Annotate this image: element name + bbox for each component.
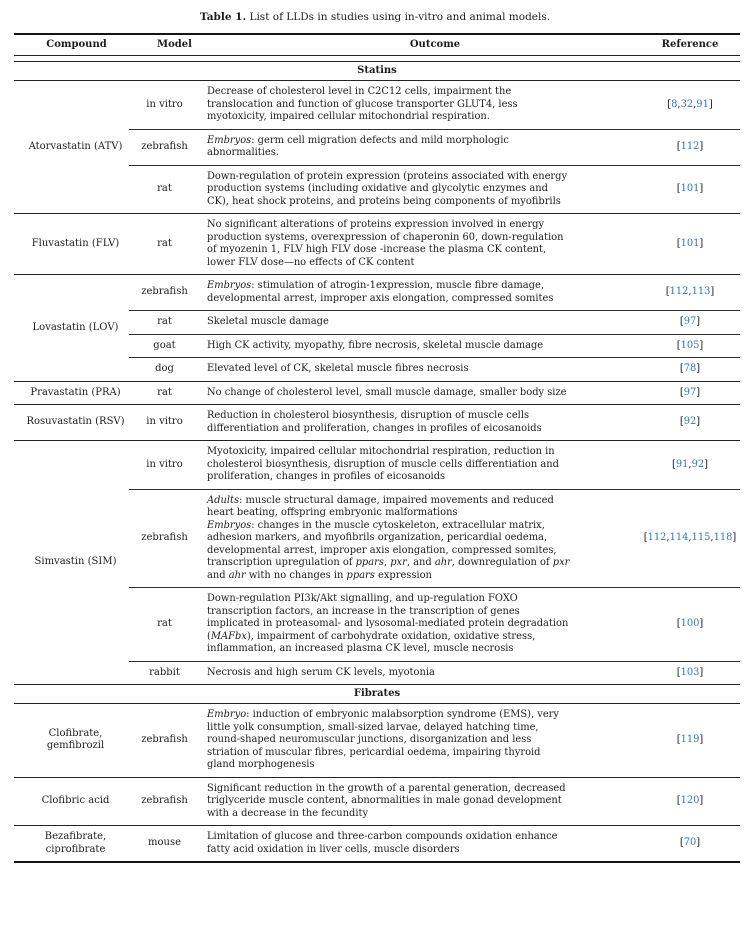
outcome-text-line: Embryos: germ cell migration defects and mild morphologic abnormalities. [207, 134, 509, 158]
citation-bracket-open: [ [665, 286, 670, 298]
reference-cell [640, 826, 740, 863]
model-cell: rat [129, 214, 200, 275]
citation-link[interactable]: 92 [683, 416, 697, 428]
citation-link[interactable]: 112 [669, 286, 689, 298]
reference-cell [640, 588, 740, 662]
citation-link[interactable]: 112 [647, 532, 667, 543]
table-row [14, 826, 740, 863]
outcome-text-line: Adults: muscle structural damage, impaired movements and reduced heart beating, offspring embryonic malformations [207, 494, 554, 518]
citation-bracket-close: ] [704, 458, 708, 470]
outcome-text-line: Down-regulation of protein expression (proteins associated with energy production systems (including oxidative and glycolytic enzymes and CK), heat shock proteins, and proteins being components of myofibrils [207, 170, 568, 207]
outcome-cell [200, 441, 640, 490]
citation-comma: , [688, 532, 692, 543]
reference-cell [640, 489, 740, 588]
citation-bracket-open: [ [679, 363, 684, 374]
outcome-cell [200, 275, 640, 311]
citation-link[interactable]: 92 [691, 458, 705, 470]
compound-cell: Pravastatin (PRA) [14, 381, 129, 405]
compound-cell: Atorvastatin (ATV) [14, 81, 129, 214]
reference-cell [640, 661, 740, 685]
reference-cell [640, 81, 740, 130]
table-header [14, 34, 740, 62]
outcome-text-line: Skeletal muscle damage [207, 316, 329, 327]
outcome-text-line: Limitation of glucose and three-carbon compounds oxidation enhance fatty acid oxidation in liver cells, muscle disorders [207, 831, 558, 855]
citation-bracket-close: ] [696, 386, 701, 398]
citation-link[interactable]: 118 [713, 532, 733, 543]
compound-cell: Lovastatin (LOV) [14, 275, 129, 382]
model-cell: zebrafish [129, 129, 200, 165]
outcome-cell [200, 826, 640, 863]
citation-link[interactable]: 8 [671, 98, 678, 110]
col-header-outcome: Outcome [200, 34, 640, 56]
citation-link[interactable]: 105 [680, 339, 700, 351]
model-cell: in vitro [129, 81, 200, 130]
reference-cell [640, 704, 740, 778]
table-row [14, 777, 740, 826]
reference-cell [640, 334, 740, 358]
citation-bracket-open: [ [676, 140, 681, 152]
reference-cell [640, 405, 740, 441]
outcome-text-line: High CK activity, myopathy, fibre necrosis, skeletal muscle damage [207, 339, 544, 351]
citation-link[interactable]: 101 [680, 237, 700, 249]
model-cell: zebrafish [129, 275, 200, 311]
outcome-text-line: Necrosis and high serum CK levels, myotonia [207, 666, 435, 678]
citation-link[interactable]: 97 [683, 386, 697, 398]
caption-label: Table 1. [199, 11, 247, 23]
citation-bracket-close: ] [699, 734, 704, 745]
outcome-text-line: Embryos: stimulation of atrogin-1expression, muscle fibre damage, developmental arrest, improper axis elongation, compressed somites [207, 280, 554, 304]
citation-bracket-open: [ [676, 339, 681, 351]
outcome-text-line: Embryos: changes in the muscle cytoskeleton, extracellular matrix, adhesion markers, and myofibrils organization, pericardial oedema, developmental arrest, improper axis elongation, compressed somites, transcription upregulation of ppars, pxr, and ahr, downregulation of pxr and ahr with no changes in ppars expression [207, 519, 570, 581]
citation-bracket-open: [ [679, 837, 684, 849]
outcome-cell [200, 704, 640, 778]
citation-bracket-close: ] [710, 286, 715, 298]
citation-bracket-close: ] [699, 339, 704, 351]
table-row [14, 81, 740, 130]
model-cell: zebrafish [129, 704, 200, 778]
citation-link[interactable]: 112 [680, 140, 700, 152]
reference-cell [640, 165, 740, 214]
citation-bracket-close: ] [699, 618, 704, 629]
outcome-cell [200, 311, 640, 335]
citation-comma: , [666, 532, 670, 543]
model-cell: in vitro [129, 441, 200, 490]
table-row [14, 441, 740, 490]
header-row [14, 34, 740, 56]
citation-bracket-close: ] [708, 98, 713, 110]
citation-bracket-open: [ [671, 458, 676, 470]
citation-bracket-close: ] [699, 183, 704, 194]
citation-bracket-open: [ [676, 734, 681, 745]
citation-bracket-open: [ [676, 237, 681, 249]
citation-bracket-close: ] [696, 416, 701, 428]
model-cell: rat [129, 381, 200, 405]
citation-link[interactable]: 32 [680, 98, 694, 110]
col-header-compound: Compound [14, 34, 129, 56]
citation-bracket-close: ] [699, 795, 704, 806]
citation-bracket-open: [ [643, 532, 648, 543]
outcome-text-line: No significant alterations of proteins expression involved in energy production systems, overexpression of chaperonin 60, down-regulation of myozenin 1, FLV high FLV dose -increase the plasma CK content, lower FLV dose—no effects of CK content [207, 219, 564, 268]
caption-text: List of LLDs in studies using in-vitro and animal models. [246, 11, 551, 23]
reference-cell [640, 381, 740, 405]
compound-cell: Clofibrate, gemfibrozil [14, 704, 129, 778]
table-row [14, 704, 740, 778]
reference-cell [640, 214, 740, 275]
reference-cell [640, 441, 740, 490]
compound-cell: Bezafibrate, ciprofibrate [14, 826, 129, 863]
citation-link[interactable]: 70 [683, 837, 697, 849]
citation-link[interactable]: 120 [680, 795, 700, 806]
citation-link[interactable]: 91 [696, 98, 709, 110]
model-cell: zebrafish [129, 777, 200, 826]
citation-link[interactable]: 113 [691, 286, 711, 298]
citation-link[interactable]: 97 [683, 316, 697, 327]
model-cell: dog [129, 358, 200, 382]
section-row-fibrates [14, 685, 740, 704]
outcome-text-line: Significant reduction in the growth of a parental generation, decreased triglyceride muscle content, abnormalities in male gonad development with a decrease in the fecundity [207, 782, 566, 819]
citation-bracket-open: [ [679, 316, 684, 327]
outcome-text-line: Down-regulation PI3k/Akt signalling, and up-regulation FOXO transcription factors, an increase in the transcription of genes implicated in proteasomal- and lysosomal-mediated protein degradation (MAFbx), impairment of carbohydrate oxidation, oxidative stress, inflammation, an increased plasma CK level, muscle necrosis [207, 593, 569, 654]
model-cell: rat [129, 165, 200, 214]
citation-comma: , [677, 98, 681, 110]
citation-bracket-close: ] [699, 140, 704, 152]
col-header-reference: Reference [640, 34, 740, 56]
citation-comma: , [688, 286, 692, 298]
citation-comma: , [710, 532, 714, 543]
compound-cell: Fluvastatin (FLV) [14, 214, 129, 275]
table-caption [0, 0, 750, 24]
outcome-cell [200, 334, 640, 358]
outcome-text-line: Elevated level of CK, skeletal muscle fibres necrosis [207, 363, 469, 374]
citation-bracket-open: [ [676, 618, 681, 629]
table-row [14, 275, 740, 311]
model-cell: rabbit [129, 661, 200, 685]
model-cell: rat [129, 588, 200, 662]
section-row-statins [14, 62, 740, 81]
citation-link[interactable]: 114 [669, 532, 689, 543]
outcome-text-line: Embryo: induction of embryonic malabsorption syndrome (EMS), very little yolk consumption, small-sized larvae, delayed hatching time, round-shaped neuromuscular junctions, disorganization and less striation of muscular fibres, pericardial oedema, impairing thyroid gland morphogenesis [207, 709, 559, 770]
citation-bracket-close: ] [696, 316, 701, 327]
outcome-cell [200, 358, 640, 382]
citation-link[interactable]: 78 [683, 363, 697, 374]
citation-link[interactable]: 91 [675, 458, 689, 470]
citation-bracket-close: ] [696, 363, 701, 374]
outcome-text-line: Decrease of cholesterol level in C2C12 cells, impairment the translocation and function of glucose transporter GLUT4, less myotoxicity, impaired cellular mitochondrial respiration. [207, 86, 518, 122]
citation-link[interactable]: 115 [691, 532, 711, 543]
citation-bracket-close: ] [696, 837, 701, 849]
citation-bracket-open: [ [679, 416, 684, 428]
citation-bracket-open: [ [667, 98, 672, 110]
model-cell: in vitro [129, 405, 200, 441]
compound-cell: Clofibric acid [14, 777, 129, 826]
outcome-cell [200, 129, 640, 165]
citation-link[interactable]: 119 [680, 734, 700, 745]
citation-bracket-open: [ [676, 795, 681, 806]
outcome-cell [200, 214, 640, 275]
citation-comma: , [688, 458, 692, 470]
citation-link[interactable]: 101 [680, 183, 700, 194]
reference-cell [640, 275, 740, 311]
model-cell: zebrafish [129, 489, 200, 588]
outcome-text-line: Myotoxicity, impaired cellular mitochondrial respiration, reduction in cholesterol biosynthesis, disruption of muscle cells differentiation and proliferation, changes in profiles of eicosanoids [207, 446, 559, 482]
outcome-text-line: Reduction in cholesterol biosynthesis, disruption of muscle cells differentiation and proliferation, changes in profiles of eicosanoids [207, 410, 542, 434]
citation-bracket-open: [ [676, 183, 681, 194]
reference-cell [640, 777, 740, 826]
citation-link[interactable]: 100 [680, 618, 700, 629]
section-header: Fibrates [14, 685, 740, 704]
citation-bracket-close: ] [732, 532, 737, 543]
outcome-cell [200, 165, 640, 214]
compound-cell: Rosuvastatin (RSV) [14, 405, 129, 441]
table-row [14, 381, 740, 405]
table-body [14, 62, 740, 863]
reference-cell [640, 311, 740, 335]
table-row [14, 214, 740, 275]
citation-bracket-close: ] [699, 237, 704, 249]
outcome-cell [200, 588, 640, 662]
outcome-cell [200, 381, 640, 405]
compound-cell: Simvastin (SIM) [14, 441, 129, 685]
citation-bracket-open: [ [679, 386, 684, 398]
citation-comma: , [693, 98, 697, 110]
section-header: Statins [14, 62, 740, 81]
citation-link[interactable]: 103 [680, 666, 700, 678]
reference-cell [640, 358, 740, 382]
llds-table [14, 33, 740, 863]
model-cell: mouse [129, 826, 200, 863]
model-cell: goat [129, 334, 200, 358]
outcome-cell [200, 489, 640, 588]
citation-bracket-open: [ [676, 666, 681, 678]
outcome-cell [200, 81, 640, 130]
model-cell: rat [129, 311, 200, 335]
outcome-cell [200, 405, 640, 441]
outcome-cell [200, 661, 640, 685]
table-row [14, 405, 740, 441]
reference-cell [640, 129, 740, 165]
outcome-text-line: No change of cholesterol level, small muscle damage, smaller body size [207, 386, 567, 398]
outcome-cell [200, 777, 640, 826]
citation-bracket-close: ] [699, 666, 704, 678]
col-header-model: Model [129, 34, 200, 56]
